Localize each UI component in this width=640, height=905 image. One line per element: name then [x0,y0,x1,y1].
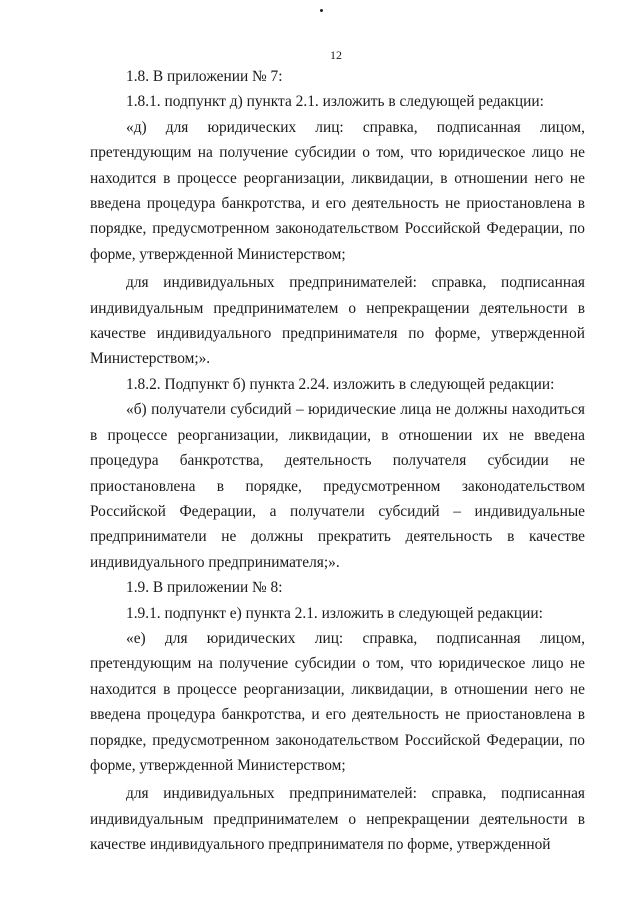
page-number: 12 [330,48,342,62]
paragraph-1-8-1: 1.8.1. подпункт д) пункта 2.1. изложить в следующей редакции: [126,93,544,111]
document-body [90,64,585,858]
paragraph-amendment-d: «д) для юридических лиц: справка, подписанная лицом, претендующим на получение субсидии о том, что юридическое лицо не находится в процессе реорганизации, ликвидации, в отношении него не введена процедура банкротства, и его деятельность не приостановлена в порядке, предусмотренном законодательством Российской Федерации, по форме, утвержденной Министерством; [90,118,585,263]
scan-mark [320,9,323,12]
paragraph-1-8: 1.8. В приложении № 7: [126,68,283,85]
paragraph-1-9: 1.9. В приложении № 8: [126,579,283,597]
paragraph-amendment-e: «е) для юридических лиц: справка, подписанная лицом, претендующим на получение субсидии о том, что юридическое лицо не находится в процессе реорганизации, ликвидации, в отношении него не введена процедура банкротства, и его деятельность не приостановлена в порядке, предусмотренном законодательством Российской Федерации, по форме, утвержденной Министерством; [90,629,585,774]
paragraph-1-9-1: 1.9.1. подпункт е) пункта 2.1. изложить в следующей редакции: [126,604,543,622]
paragraph-1-8-2: 1.8.2. Подпункт б) пункта 2.24. изложить в следующей редакции: [126,375,555,393]
paragraph-individual-entrepreneurs-1: для индивидуальных предпринимателей: справка, подписанная индивидуальным предпринимателем о непрекращении деятельности в качестве индивидуального предпринимателя по форме, утвержденной Министерством;». [90,274,585,368]
paragraph-individual-entrepreneurs-2: для индивидуальных предпринимателей: справка, подписанная индивидуальным предпринимателем о непрекращении деятельности в качестве индивидуального предпринимателя по форме, утвержденной [90,785,585,854]
paragraph-amendment-b: «б) получатели субсидий – юридические лица не должны находиться в процессе реорганизации, ликвидации, в отношении их не введена процедура банкротства, деятельность получателя субсидии не приостановлена в порядке, предусмотренном законодательством Российской Федерации, а получатели субсидий – индивидуальные предприниматели не должны прекратить деятельность в качестве индивидуального предпринимателя;». [90,401,585,571]
